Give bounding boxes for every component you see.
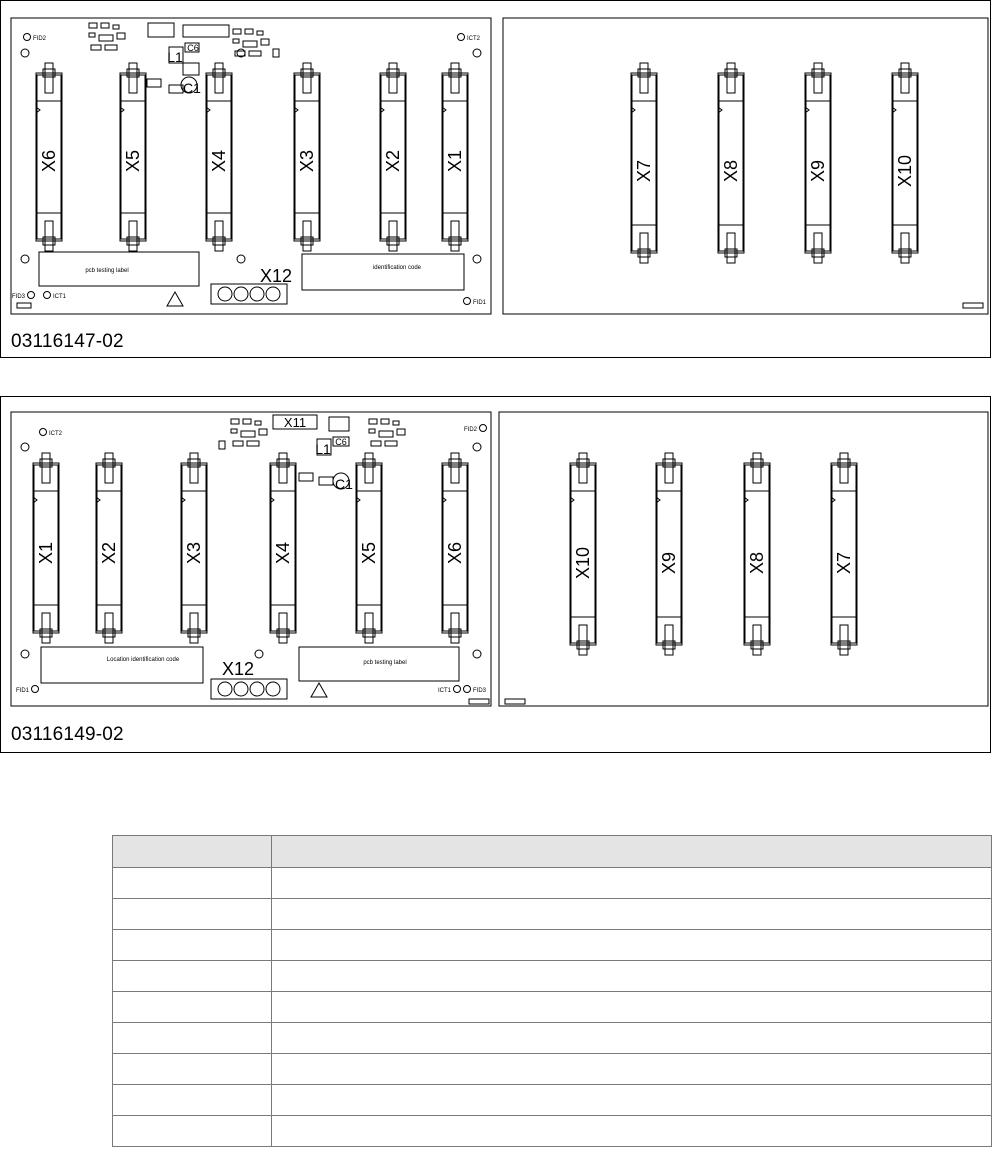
power-pin [266,287,280,301]
scale-mark [963,303,983,308]
ict-point-ict2 [40,429,47,436]
table-cell [272,961,992,992]
table-cell [113,1085,272,1116]
mounting-hole [237,255,245,263]
table-header-row [113,836,992,868]
table-row [113,1116,992,1147]
board-drawing-1 [0,0,991,358]
smd-part [259,429,267,435]
table-cell [113,1054,272,1085]
mounting-hole [473,49,481,57]
marker-label: FID2 [33,36,47,42]
component-label: C6 [335,437,347,447]
mounting-hole [21,49,29,57]
smd-part [113,25,119,29]
label-text: identification code [372,265,422,271]
component-block [183,63,199,75]
table-cell [113,899,272,930]
smd-part [101,23,109,28]
connector-label: X5 [123,149,143,173]
component-block [329,417,349,431]
label-text: Location identification code [106,657,180,663]
power-connector-label: X12 [221,659,255,679]
marker-label: FID3 [473,688,487,694]
resistor-r22 [219,441,225,449]
smd-part [89,33,95,37]
connector-label: X3 [184,541,204,565]
table-cell [113,1023,272,1054]
resistor-r22 [273,49,279,57]
smd-part [245,29,253,34]
connector-label: X10 [895,154,915,188]
table-cell [113,1116,272,1147]
fiducial-fid3 [464,686,471,693]
table-cell [272,1116,992,1147]
esd-warning-icon [167,292,183,306]
smd-part [371,441,381,446]
power-pin [218,287,232,301]
table-row [113,1054,992,1085]
connector-label: X7 [634,159,654,183]
connector-label: X8 [721,159,741,183]
location-identification-code-area [41,647,203,683]
smd-part [233,29,241,34]
power-pin [234,287,248,301]
connector-label: X8 [747,551,767,575]
connector-label: X2 [99,541,119,565]
smd-part [379,431,393,437]
part-number-2: 03116149-02 [11,724,124,745]
pcb-layout-1 [1,1,992,359]
table-cell [272,868,992,899]
table-cell [113,961,272,992]
connector-label: X9 [808,159,828,183]
table-header-cell [272,836,992,868]
connector-label: X6 [445,541,465,565]
ict-point-ict1 [454,686,461,693]
capacitor-c4 [299,473,313,481]
smd-part [235,51,245,56]
fiducial-fid2 [480,425,487,432]
marker-label: ICT2 [49,431,63,437]
smd-part [243,41,257,47]
mounting-hole [255,650,263,658]
power-pin [234,682,248,696]
component-x11 [183,25,229,37]
component-label: C6 [187,43,199,53]
connector-label: X2 [383,149,403,173]
power-pin [266,682,280,696]
marker-label: ICT1 [437,688,451,694]
component-label: X11 [283,415,307,430]
connector-label: X1 [36,541,56,565]
smd-part [231,429,237,433]
connector-label: X7 [834,551,854,575]
table-row [113,868,992,899]
power-pin [218,682,232,696]
power-pin [250,682,264,696]
marker-label: ICT1 [53,294,67,300]
smd-part [233,441,243,446]
power-connector-label: X12 [259,266,293,286]
fiducial-fid3 [28,292,35,299]
right-panel-outline [503,18,988,314]
table-row [113,961,992,992]
connector-label: X1 [445,149,465,173]
component-label: L1 [167,49,183,65]
smd-part [233,39,239,43]
smd-part [247,441,259,446]
smd-part [393,421,399,425]
table-row [113,930,992,961]
table-cell [272,899,992,930]
mounting-hole [473,443,481,451]
part-number-1: 03116147-02 [11,331,124,352]
smd-part [369,429,375,433]
marker-label: ICT2 [467,36,481,42]
smd-part [249,51,261,56]
smd-part [231,419,239,424]
connector-label: X3 [297,149,317,173]
table-cell [272,1023,992,1054]
ict-point-ict2 [458,34,465,41]
table-cell [272,930,992,961]
smd-part [255,421,261,425]
connector-label: X4 [273,541,293,565]
smd-part [243,419,251,424]
table-cell [272,1085,992,1116]
fiducial-fid1 [32,686,39,693]
mounting-hole [21,443,29,451]
board-drawing-2 [0,396,991,753]
fiducial-fid2 [24,34,31,41]
smd-part [261,39,269,45]
capacitor-c4 [147,79,161,87]
legend-table [112,835,992,1147]
smd-part [89,23,97,28]
mounting-hole [473,255,481,263]
table-row [113,992,992,1023]
smd-part [385,441,397,446]
smd-part [369,419,377,424]
component-x13 [148,23,174,37]
smd-part [105,45,117,50]
mounting-hole [21,255,29,263]
scale-mark [17,303,31,308]
component-label: C1 [183,80,201,96]
smd-part [117,33,125,39]
fiducial-fid1 [464,298,471,305]
component-label: L1 [315,441,331,457]
table-row [113,899,992,930]
identification-code-area [302,254,464,290]
table-row [113,1085,992,1116]
table-cell [272,1054,992,1085]
table-header-cell [113,836,272,868]
label-text: pcb testing label [363,660,407,666]
connector-label: X6 [39,149,59,173]
smd-part [99,35,113,41]
smd-part [241,431,255,437]
pcb-layout-2 [1,397,992,754]
table-cell [272,992,992,1023]
ict-point-ict1 [44,292,51,299]
table-cell [113,868,272,899]
marker-label: FID1 [15,688,29,694]
esd-warning-icon [311,683,327,697]
smd-part [91,45,101,50]
component-label: C1 [335,476,353,492]
smd-part [381,419,389,424]
mounting-hole [21,650,29,658]
table-row [113,1023,992,1054]
table-cell [113,930,272,961]
table-cell [113,992,272,1023]
label-text: pcb testing label [85,268,129,274]
scale-mark [469,699,489,704]
mounting-hole [473,650,481,658]
smd-part [257,31,263,35]
connector-label: X9 [659,551,679,575]
connector-label: X4 [209,149,229,173]
marker-label: FID3 [11,294,25,300]
smd-part [397,429,405,435]
connector-label: X5 [359,541,379,565]
marker-label: FID1 [473,300,487,306]
marker-label: FID2 [463,427,477,433]
scale-mark [505,699,525,704]
connector-label: X10 [573,546,593,580]
capacitor-c3 [319,477,333,485]
power-pin [250,287,264,301]
